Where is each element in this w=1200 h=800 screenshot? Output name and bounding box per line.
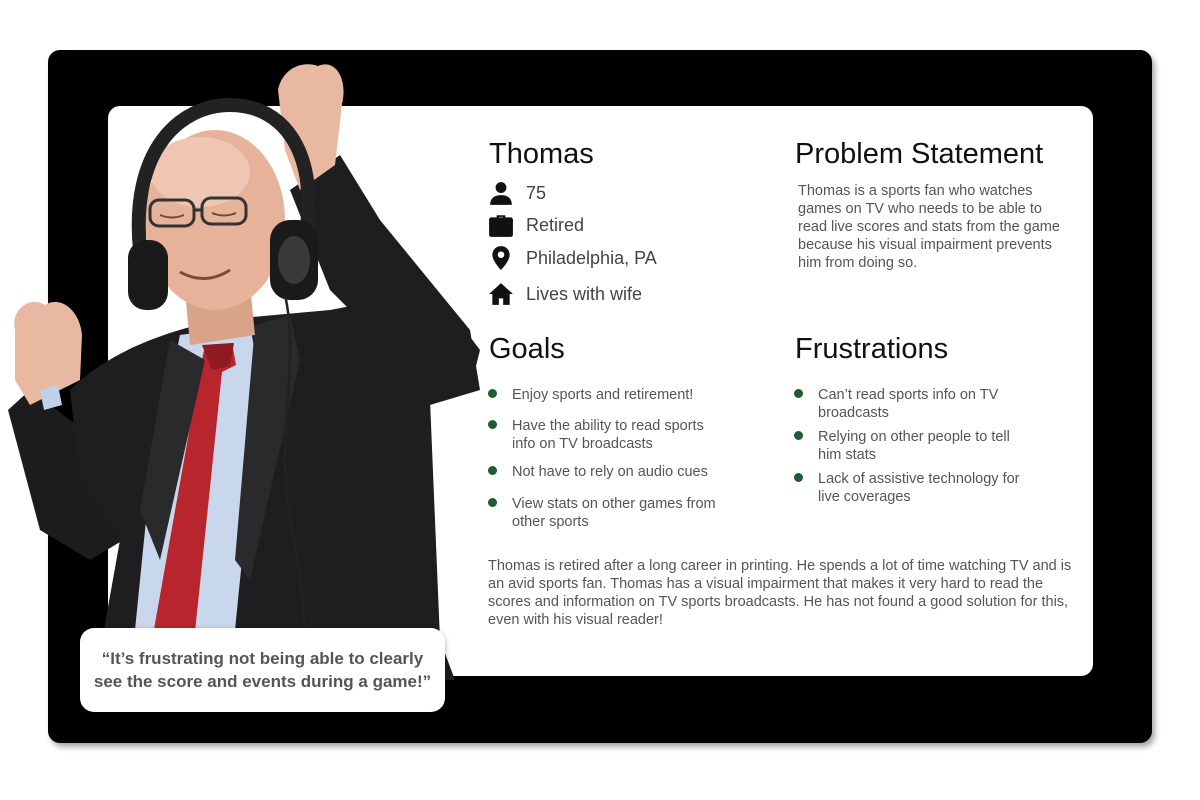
age-row: [488, 178, 546, 208]
bullet-icon: [488, 420, 497, 429]
frustration-item: Relying on other people to tell him stats: [794, 428, 1034, 464]
persona-location: Philadelphia, PA: [526, 247, 657, 268]
frustration-item: Lack of assistive technology for live coverages: [794, 470, 1034, 506]
persona-quote: “It’s frustrating not being able to clearly see the score and events during a game!”: [93, 649, 432, 691]
headphones-left: [128, 240, 168, 310]
occupation-row: [488, 210, 584, 240]
persona-family: Lives with wife: [526, 283, 643, 304]
persona-photo: [0, 60, 490, 700]
persona-age: 75: [526, 182, 547, 203]
problem-text: Thomas is a sports fan who watches games on TV who needs to be able to read live scores and stats from the game because his visual impairment prevents him from doing so.: [798, 183, 1060, 271]
goal-item: Not have to rely on audio cues: [488, 463, 728, 481]
persona-name: Thomas: [489, 138, 594, 170]
problem-heading: Problem Statement: [795, 138, 1044, 170]
bullet-icon: [794, 473, 803, 482]
goal-item: View stats on other games from other sports: [488, 495, 728, 531]
family-row: [488, 279, 642, 309]
bullet-icon: [794, 431, 803, 440]
briefcase-icon: [488, 212, 514, 238]
frustration-item: Can’t read sports info on TV broadcasts: [794, 386, 1034, 422]
bullet-icon: [488, 466, 497, 475]
goals-heading: Goals: [489, 333, 565, 365]
goal-item: Enjoy sports and retirement!: [488, 386, 728, 404]
frustrations-heading: Frustrations: [795, 333, 949, 365]
bullet-icon: [488, 498, 497, 507]
quote-box: [80, 628, 445, 712]
bullet-icon: [488, 389, 497, 398]
location-row: [488, 243, 657, 273]
persona-occupation: Retired: [526, 214, 585, 235]
persona-bio: Thomas is retired after a long career in printing. He spends a lot of time watching TV and is an avid sports fan. Thomas has a visual impairment that makes it very hard to read the scores and information on TV sports broadcasts. He has not found a good solution for this, even with his visual reader!: [488, 558, 1072, 628]
goal-item: Have the ability to read sports info on TV broadcasts: [488, 417, 728, 453]
bullet-icon: [794, 389, 803, 398]
user-icon: [488, 180, 514, 206]
home-icon: [488, 281, 514, 307]
location-pin-icon: [488, 245, 514, 271]
goals-list: [488, 386, 728, 531]
frustrations-list: [794, 386, 1034, 506]
